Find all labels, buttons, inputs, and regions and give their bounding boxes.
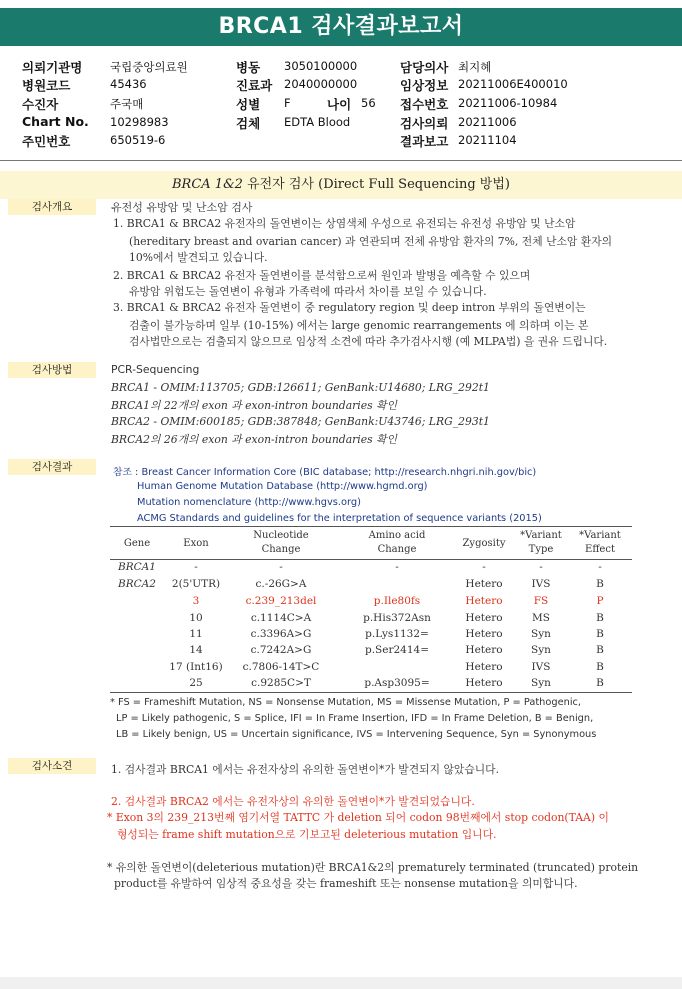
table-top-rule [110, 526, 632, 527]
table-cell: Hetero [465, 578, 503, 590]
table-cell: Hetero [465, 644, 503, 656]
test-banner [0, 171, 682, 199]
opinion-line3: * Exon 3의 239_213번째 염기서열 TATTC 가 deletion 되어 codon 98번째에서 stop codon(TAA) 이 [107, 811, 609, 824]
page-bottom-band [0, 977, 682, 989]
reference-line: Mutation nomenclature (http://www.hgvs.org) [137, 497, 361, 508]
overview-line: 검사법만으로는 검출되지 않으므로 임상적 소견에 따라 추가검사시행 (예 MLPA법) 을 권유 드립니다. [129, 335, 608, 348]
table-cell: Hetero [465, 612, 503, 624]
field-label: 병원코드 [22, 78, 71, 93]
opinion-note1: * 유의한 돌연변이(deleterious mutation)란 BRCA1&2의 prematurely terminated (truncated) protein [107, 861, 639, 874]
table-header-cell: Gene [123, 538, 151, 549]
method-line: BRCA1의 22개의 exon 과 exon-intron boundaries 확인 [111, 399, 397, 412]
table-cell: 10 [189, 612, 203, 624]
reference-line: ACMG Standards and guidelines for the interpretation of sequence variants (2015) [137, 513, 542, 524]
table-cell: 2(5'UTR) [171, 578, 221, 590]
opinion-label: 검사소견 [8, 758, 96, 774]
table-cell: Syn [531, 677, 551, 689]
table-cell: c.1114C>A [250, 612, 312, 624]
footnote-line: LB = Likely benign, US = Uncertain significance, IVS = Intervening Sequence, Syn = Synonymous [116, 729, 597, 740]
table-cell: BRCA1 [118, 561, 156, 573]
table-cell: c.7242A>G [250, 644, 312, 656]
table-bottom-rule [110, 692, 632, 693]
table-cell: MS [532, 612, 550, 624]
table-cell: p.Asp3095= [364, 677, 430, 689]
field-label: 성별 [236, 97, 261, 112]
field-value: 20211006E400010 [458, 77, 568, 91]
table-head-rule [110, 559, 632, 560]
table-cell: BRCA2 [118, 578, 156, 590]
field-value: 45436 [110, 77, 147, 91]
field-value: 20211006 [458, 115, 517, 129]
field-value: F [284, 96, 291, 110]
table-cell: - [482, 561, 486, 573]
table-header-cell: Amino acid Change [368, 530, 426, 555]
overview-line: 유방암 위험도는 돌연변이 유형과 가족력에 따라서 차이를 보일 수 있습니다. [129, 285, 487, 298]
table-cell: p.Lys1132= [365, 628, 429, 640]
footnote-line: * FS = Frameshift Mutation, NS = Nonsense Mutation, MS = Missense Mutation, P = Pathogenic, [110, 697, 582, 708]
field-label: 진료과 [236, 78, 273, 93]
table-cell: - [194, 561, 198, 573]
age-value: 56 [361, 96, 376, 110]
overview-line: 3. BRCA1 & BRCA2 유전자 돌연변이 중 regulatory region 및 deep intron 부위의 돌연변이는 [113, 301, 586, 314]
field-value: 650519-6 [110, 133, 166, 147]
field-value: 주국매 [110, 97, 144, 111]
table-cell: - [598, 561, 602, 573]
table-cell: IVS [531, 578, 551, 590]
field-value: 3050100000 [284, 59, 358, 73]
table-cell: 3 [192, 595, 200, 607]
banner-gene: BRCA 1&2 [172, 177, 243, 192]
opinion-line2: 2. 검사결과 BRCA2 에서는 유전자상의 유의한 돌연변이*가 발견되었습니다. [111, 795, 475, 808]
field-label: 검체 [236, 116, 261, 131]
field-label: Chart No. [22, 114, 89, 129]
table-cell: p.Ile80fs [373, 595, 421, 607]
opinion-note2: product를 유발하여 임상적 중요성을 갖는 frameshift 또는 nonsense mutation을 의미합니다. [114, 877, 578, 890]
table-cell: c.7806-14T>C [242, 661, 320, 673]
field-label: 수진자 [22, 97, 59, 112]
table-cell: B [596, 612, 604, 624]
table-cell: - [279, 561, 283, 573]
table-cell: 14 [189, 644, 203, 656]
field-label: 병동 [236, 60, 261, 75]
field-value: 국립중앙의료원 [110, 60, 188, 74]
table-cell: FS [533, 595, 549, 607]
field-value: EDTA Blood [284, 115, 351, 129]
banner-rest: 유전자 검사 (Direct Full Sequencing 방법) [242, 177, 510, 192]
table-cell: 25 [189, 677, 203, 689]
table-cell: p.His372Asn [363, 612, 431, 624]
table-cell: Hetero [465, 661, 503, 673]
table-cell: Syn [531, 628, 551, 640]
table-cell: c.-26G>A [255, 578, 307, 590]
field-label: 임상정보 [400, 78, 449, 93]
footnote-line: LP = Likely pathogenic, S = Splice, IFI = In Frame Insertion, IFD = In Frame Deletion, B = Benign, [116, 713, 594, 724]
opinion-line1: 1. 검사결과 BRCA1 에서는 유전자상의 유의한 돌연변이*가 발견되지 않았습니다. [111, 763, 500, 776]
result-label: 검사결과 [8, 459, 96, 475]
field-label: 주민번호 [22, 134, 71, 149]
overview-line: 1. BRCA1 & BRCA2 유전자의 돌연변이는 상염색체 우성으로 유전되는 유전성 유방암 및 난소암 [113, 217, 576, 230]
table-cell: Syn [531, 644, 551, 656]
reference-line: 참조 : Breast Cancer Information Core (BIC database; http://research.nhgri.nih.gov/bic) [113, 467, 537, 478]
field-label: 접수번호 [400, 97, 449, 112]
table-header-cell: Exon [183, 538, 209, 549]
table-cell: c.3396A>G [250, 628, 312, 640]
table-header-cell: Zygosity [462, 538, 506, 549]
table-cell: B [596, 628, 604, 640]
header-divider [0, 160, 682, 161]
overview-line: 2. BRCA1 & BRCA2 유전자 돌연변이를 분석함으로써 원인과 발병을 예측할 수 있으며 [113, 269, 531, 282]
table-cell: IVS [531, 661, 551, 673]
table-cell: B [596, 644, 604, 656]
method-line: BRCA2의 26개의 exon 과 exon-intron boundaries 확인 [111, 433, 397, 446]
table-cell: c.9285C>T [251, 677, 311, 689]
table-cell: B [596, 661, 604, 673]
field-value: 최지혜 [458, 60, 492, 74]
table-header-cell: Nucleotide Change [253, 530, 309, 555]
report-title: BRCA1 검사결과보고서 [0, 8, 682, 46]
reference-line: Human Genome Mutation Database (http://www.hgmd.org) [137, 481, 428, 492]
table-cell: P [596, 595, 604, 607]
table-cell: 17 (Int16) [169, 661, 223, 673]
method-line: BRCA2 - OMIM:600185; GDB:387848; GenBank:U43746; LRG_293t1 [111, 415, 490, 428]
table-cell: - [539, 561, 543, 573]
table-cell: Hetero [465, 595, 503, 607]
method-label: 검사방법 [8, 362, 96, 378]
field-label: 의뢰기관명 [22, 60, 83, 75]
overview-label: 검사개요 [8, 199, 96, 215]
table-cell: B [596, 677, 604, 689]
table-header-cell: *Variant Type [520, 530, 562, 555]
field-label: 검사의뢰 [400, 116, 449, 131]
table-cell: c.239_213del [245, 595, 317, 607]
opinion-line4: 형성되는 frame shift mutation으로 기보고된 deleterious mutation 입니다. [117, 828, 497, 841]
field-label: 담당의사 [400, 60, 449, 75]
table-cell: B [596, 578, 604, 590]
field-value: 10298983 [110, 115, 169, 129]
age-label: 나이 [327, 97, 352, 112]
overview-heading: 유전성 유방암 및 난소암 검사 [111, 201, 253, 214]
table-cell: Hetero [465, 677, 503, 689]
field-value: 20211006-10984 [458, 96, 558, 110]
table-cell: p.Ser2414= [364, 644, 429, 656]
overview-line: 검출이 불가능하며 일부 (10-15%) 에서는 large genomic rearrangements 에 의하며 이는 본 [129, 319, 589, 332]
overview-line: 10%에서 발견되고 있습니다. [129, 251, 268, 264]
method-line: PCR-Sequencing [111, 363, 200, 376]
method-line: BRCA1 - OMIM:113705; GDB:126611; GenBank:U14680; LRG_292t1 [111, 381, 490, 394]
field-value: 2040000000 [284, 77, 358, 91]
table-cell: Hetero [465, 628, 503, 640]
table-cell: 11 [189, 628, 203, 640]
field-value: 20211104 [458, 133, 517, 147]
table-cell: - [395, 561, 399, 573]
field-label: 결과보고 [400, 134, 449, 149]
table-header-cell: *Variant Effect [579, 530, 621, 555]
overview-line: (hereditary breast and ovarian cancer) 과 연관되며 전체 유방암 환자의 7%, 전체 난소암 환자의 [129, 235, 613, 248]
